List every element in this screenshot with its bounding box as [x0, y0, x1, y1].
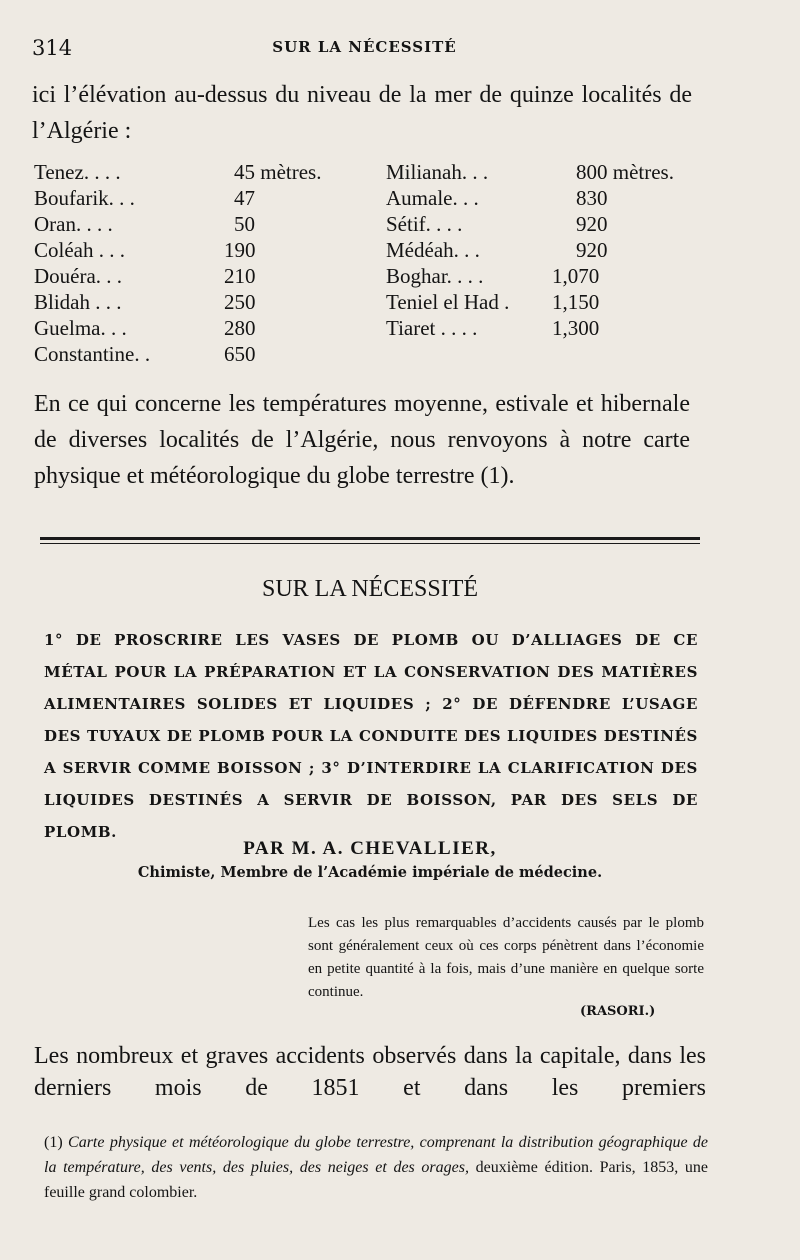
locality-name: Tenez. . . .	[34, 160, 121, 184]
table-row	[386, 237, 706, 263]
altitude-table-left	[34, 159, 364, 367]
locality-name: Teniel el Had .	[386, 290, 510, 314]
altitude-value: 47	[234, 186, 255, 210]
author-affiliation: Chimiste, Membre de l’Académie impériale de médecine.	[137, 864, 603, 881]
intro-paragraph: ici l’élévation au-dessus du niveau de la mer de quinze localités de l’Algérie :	[32, 82, 692, 144]
altitude-table-right	[386, 159, 706, 341]
locality-name: Tiaret . . . .	[386, 316, 478, 340]
section-title: SUR LA NÉCESSITÉ	[261, 576, 479, 602]
altitude-value: 800 mètres.	[576, 160, 674, 184]
locality-name: Aumale. . .	[386, 186, 479, 210]
altitude-value: 50	[234, 212, 255, 236]
locality-name: Douéra. . .	[34, 264, 123, 288]
section-rule-thin	[40, 543, 700, 544]
table-row	[34, 341, 364, 367]
locality-name: Boghar. . . .	[386, 264, 484, 288]
altitude-value: 1,300	[552, 316, 600, 340]
body-paragraph: Les nombreux et graves accidents observés dans la capitale, dans les derniers mois de 1851 et dans les premiers	[34, 1043, 706, 1101]
running-title: SUR LA NÉCESSITÉ	[272, 38, 457, 56]
altitude-value: 1,070	[552, 264, 600, 288]
locality-name: Coléah . . .	[34, 238, 125, 262]
locality-name: Constantine. .	[34, 342, 151, 366]
locality-name: Oran. . . .	[34, 212, 113, 236]
altitude-value: 250	[224, 290, 256, 314]
table-row	[386, 263, 706, 289]
locality-name: Médéah. . .	[386, 238, 480, 262]
altitude-value: 210	[224, 264, 256, 288]
page-number: 314	[32, 36, 73, 60]
footnote	[44, 1130, 708, 1205]
table-row	[386, 185, 706, 211]
altitude-value: 650	[224, 342, 256, 366]
locality-name: Milianah. . .	[386, 160, 489, 184]
locality-name: Blidah . . .	[34, 290, 122, 314]
running-head	[32, 36, 697, 60]
temperature-paragraph: En ce qui concerne les températures moyenne, estivale et hibernale de diverses localités de l’Algérie, nous renvoyons à notre carte physique et météorologique du globe terrestre (1).	[34, 391, 690, 489]
footnote-marker: (1)	[44, 1134, 63, 1151]
locality-name: Guelma. . .	[34, 316, 127, 340]
table-row	[34, 315, 364, 341]
table-row	[34, 159, 364, 185]
altitude-value: 830	[576, 186, 608, 210]
table-row	[34, 289, 364, 315]
table-row	[34, 237, 364, 263]
table-row	[386, 289, 706, 315]
locality-name: Sétif. . . .	[386, 212, 463, 236]
table-row	[386, 159, 706, 185]
author-line: PAR M. A. CHEVALLIER,	[243, 838, 497, 859]
epigraph-quote: Les cas les plus remarquables d’accidents causés par le plomb sont généralement ceux où ces corps pénètrent dans l’économie en petite quantité à la fois, mais d’une manière en quelque sorte continue.	[308, 915, 704, 1000]
locality-name: Boufarik. . .	[34, 186, 135, 210]
altitude-value: 190	[224, 238, 256, 262]
section-subtitle: 1° DE PROSCRIRE LES VASES DE PLOMB OU D’ALLIAGES DE CE MÉTAL POUR LA PRÉPARATION ET LA CONSERVATION DES MATIÈRES ALIMENTAIRES SOLIDES ET LIQUIDES ; 2° DE DÉFENDRE L’USAGE DES TUYAUX DE PLOMB POUR LA CONDUITE DES LIQUIDES DESTINÉS A SERVIR COMME BOISSON ; 3° D’INTERDIRE LA CLARIFICATION DES LIQUIDES DESTINÉS A SERVIR DE BOISSON, PAR DES SELS DE PLOMB.	[44, 631, 698, 841]
table-row	[34, 263, 364, 289]
altitude-value: 920	[576, 238, 608, 262]
table-row	[34, 211, 364, 237]
table-row	[386, 211, 706, 237]
footnote-details: deuxième édition. Paris, 1853, une feuille grand colombier.	[44, 1159, 709, 1201]
altitude-value: 1,150	[552, 290, 600, 314]
table-row	[386, 315, 706, 341]
footnote-title: Carte physique et météorologique du globe terrestre, comprenant la distribution géographique de la température, des vents, des pluies, des neiges et des orages,	[44, 1134, 709, 1176]
section-rule-thick	[40, 537, 700, 540]
table-row	[34, 185, 364, 211]
epigraph-attribution: (RASORI.)	[580, 1004, 656, 1019]
altitude-value: 920	[576, 212, 608, 236]
altitude-value: 45 mètres.	[234, 160, 322, 184]
altitude-value: 280	[224, 316, 256, 340]
